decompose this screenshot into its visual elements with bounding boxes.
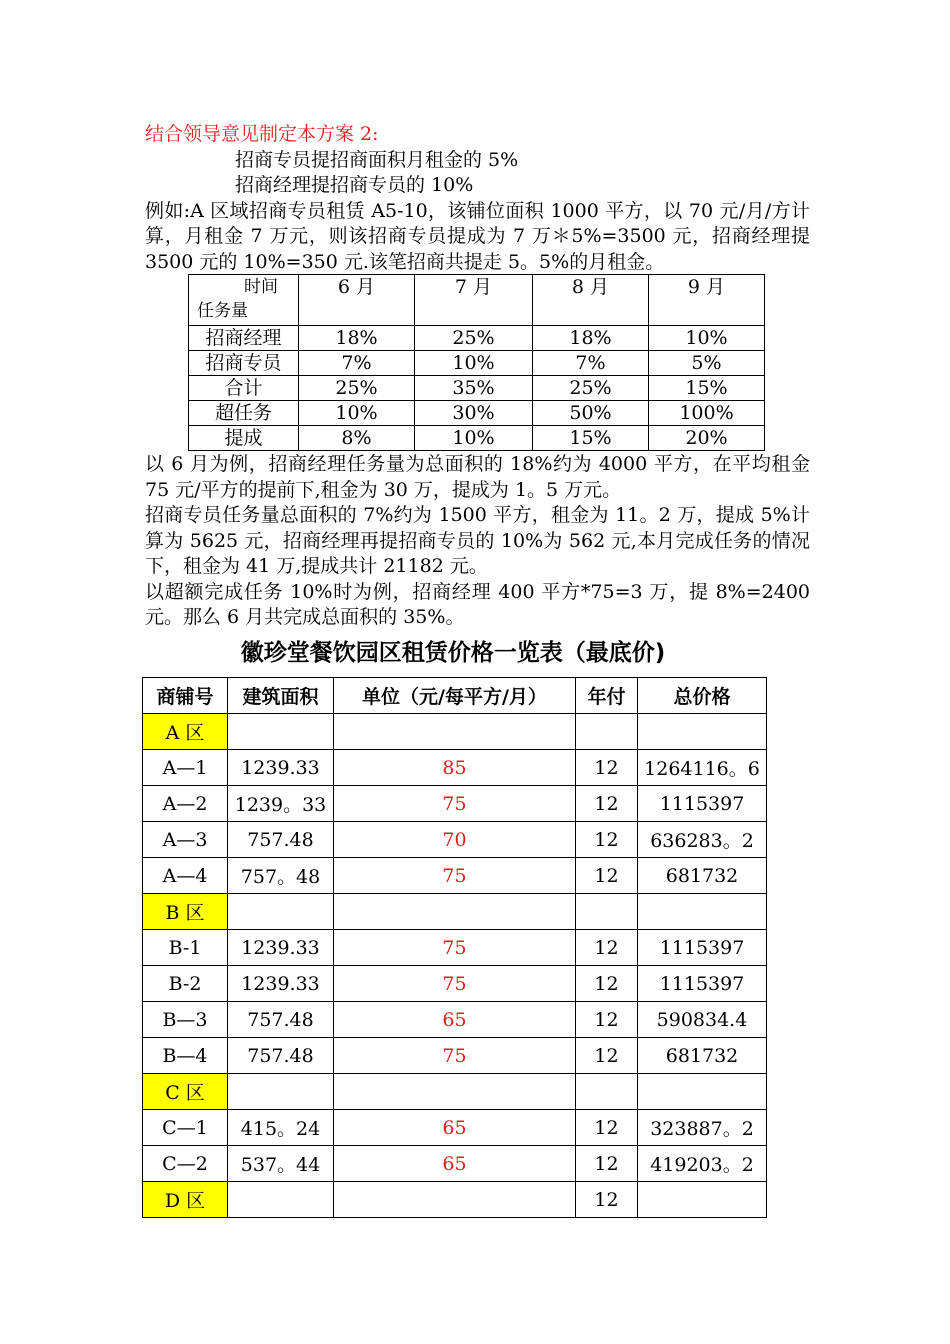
shop-id-cell: A 区 <box>143 714 228 750</box>
shop-id-cell: A—2 <box>143 786 228 822</box>
commission-value: 7% <box>299 351 415 376</box>
shop-id-cell: C—2 <box>143 1146 228 1182</box>
area-cell: 757.48 <box>228 822 334 858</box>
shop-id-cell: B-1 <box>143 930 228 966</box>
annual-cell: 12 <box>576 1002 638 1038</box>
total-price-cell <box>638 1074 767 1110</box>
row-label: 合计 <box>189 376 299 401</box>
area-cell: 1239.33 <box>228 966 334 1002</box>
commission-row <box>189 426 765 451</box>
rule-line-2: 招商经理提招商专员的 10% <box>235 174 474 196</box>
commission-value: 5% <box>649 351 765 376</box>
area-cell: 1239.33 <box>228 750 334 786</box>
column-header-total: 总价格 <box>638 678 767 714</box>
shop-id-cell: A—4 <box>143 858 228 894</box>
commission-value: 18% <box>299 326 415 351</box>
unit-price-cell <box>334 894 576 930</box>
total-price-cell <box>638 714 767 750</box>
annual-cell <box>576 714 638 750</box>
area-cell <box>228 1074 334 1110</box>
commission-value: 10% <box>415 426 533 451</box>
unit-price-cell <box>334 714 576 750</box>
column-header-shop: 商铺号 <box>143 678 228 714</box>
row-label: 超任务 <box>189 401 299 426</box>
commission-value: 25% <box>299 376 415 401</box>
example-paragraph: 例如:A 区域招商专员租赁 A5-10，该铺位面积 1000 平方，以 70 元/月/方计算，月租金 7 万元，则该招商专员提成为 7 万＊5%=3500 元，招商经理提 3500 元的 10%=350 元.该笔招商共提走 5。5%的月租金。 <box>145 199 810 273</box>
commission-value: 25% <box>415 326 533 351</box>
rule-line-1: 招商专员提招商面积月租金的 5% <box>235 148 519 171</box>
price-table <box>142 677 767 1218</box>
total-price-cell: 590834.4 <box>638 1002 767 1038</box>
commission-header-row <box>189 275 765 326</box>
unit-price-cell: 75 <box>334 1038 576 1074</box>
zone-row <box>143 714 767 750</box>
commission-row <box>189 376 765 401</box>
row-label: 提成 <box>189 426 299 451</box>
commission-value: 15% <box>649 376 765 401</box>
price-row <box>143 1038 767 1074</box>
commission-table <box>188 274 765 451</box>
price-row <box>143 1110 767 1146</box>
diagonal-header-cell <box>189 275 299 326</box>
commission-value: 50% <box>533 401 649 426</box>
total-price-cell: 419203。2 <box>638 1146 767 1182</box>
commission-value: 20% <box>649 426 765 451</box>
annual-cell: 12 <box>576 822 638 858</box>
total-price-cell: 1264116。6 <box>638 750 767 786</box>
commission-value: 30% <box>415 401 533 426</box>
shop-id-cell: C—1 <box>143 1110 228 1146</box>
unit-price-cell <box>334 1074 576 1110</box>
area-cell: 757。48 <box>228 858 334 894</box>
total-price-cell: 1115397 <box>638 786 767 822</box>
area-cell: 757.48 <box>228 1002 334 1038</box>
area-cell: 757.48 <box>228 1038 334 1074</box>
total-price-cell: 636283。2 <box>638 822 767 858</box>
unit-price-cell: 75 <box>334 786 576 822</box>
month-header: 6 月 <box>299 275 415 326</box>
annual-cell: 12 <box>576 858 638 894</box>
price-row <box>143 1002 767 1038</box>
shop-id-cell: D 区 <box>143 1182 228 1218</box>
shop-id-cell: A—1 <box>143 750 228 786</box>
price-row <box>143 930 767 966</box>
annual-cell: 12 <box>576 750 638 786</box>
annual-cell: 12 <box>576 1038 638 1074</box>
total-price-cell: 681732 <box>638 1038 767 1074</box>
price-row <box>143 786 767 822</box>
analysis-paragraph-3: 以超额完成任务 10%时为例，招商经理 400 平方*75=3 万，提 8%=2400 元。那么 6 月共完成总面积的 35%。 <box>145 580 810 628</box>
total-price-cell <box>638 1182 767 1218</box>
area-cell: 415。24 <box>228 1110 334 1146</box>
area-cell <box>228 1182 334 1218</box>
annual-cell: 12 <box>576 1110 638 1146</box>
shop-id-cell: B-2 <box>143 966 228 1002</box>
unit-price-cell: 65 <box>334 1002 576 1038</box>
commission-value: 10% <box>415 351 533 376</box>
shop-id-cell: B 区 <box>143 894 228 930</box>
total-price-cell <box>638 894 767 930</box>
column-header-annual: 年付 <box>576 678 638 714</box>
total-price-cell: 1115397 <box>638 966 767 1002</box>
area-cell <box>228 714 334 750</box>
unit-price-cell: 85 <box>334 750 576 786</box>
month-header: 8 月 <box>533 275 649 326</box>
area-cell: 1239。33 <box>228 786 334 822</box>
analysis-paragraph-1: 以 6 月为例，招商经理任务量为总面积的 18%约为 4000 平方，在平均租金 75 元/平方的提前下,租金为 30 万，提成为 1。5 万元。 <box>145 453 810 501</box>
column-header-unit: 单位（元/每平方/月） <box>334 678 576 714</box>
analysis-text <box>145 452 810 631</box>
month-header: 7 月 <box>415 275 533 326</box>
price-header-row <box>143 678 767 714</box>
commission-row <box>189 401 765 426</box>
price-row <box>143 1146 767 1182</box>
header-task: 任务量 <box>197 301 248 321</box>
document-body <box>145 122 810 275</box>
price-table-title: 徽珍堂餐饮园区租赁价格一览表（最底价) <box>240 640 666 666</box>
zone-row <box>143 894 767 930</box>
zone-row <box>143 1074 767 1110</box>
annual-cell <box>576 1074 638 1110</box>
price-row <box>143 858 767 894</box>
commission-value: 15% <box>533 426 649 451</box>
annual-cell <box>576 894 638 930</box>
commission-row <box>189 351 765 376</box>
unit-price-cell: 75 <box>334 966 576 1002</box>
month-header: 9 月 <box>649 275 765 326</box>
price-row <box>143 822 767 858</box>
commission-value: 100% <box>649 401 765 426</box>
annual-cell: 12 <box>576 966 638 1002</box>
zone-row <box>143 1182 767 1218</box>
commission-value: 18% <box>533 326 649 351</box>
annual-cell: 12 <box>576 1146 638 1182</box>
commission-value: 25% <box>533 376 649 401</box>
analysis-paragraph-2: 招商专员任务量总面积的 7%约为 1500 平方，租金为 11。2 万，提成 5%计算为 5625 元，招商经理再提招商专员的 10%为 562 元,本月完成任务的情况下，租金为 41 万,提成共计 21182 元。 <box>145 504 810 577</box>
total-price-cell: 1115397 <box>638 930 767 966</box>
header-time: 时间 <box>244 277 278 297</box>
unit-price-cell: 65 <box>334 1146 576 1182</box>
shop-id-cell: C 区 <box>143 1074 228 1110</box>
commission-value: 35% <box>415 376 533 401</box>
total-price-cell: 681732 <box>638 858 767 894</box>
unit-price-cell: 65 <box>334 1110 576 1146</box>
unit-price-cell: 75 <box>334 858 576 894</box>
annual-cell: 12 <box>576 786 638 822</box>
commission-row <box>189 326 765 351</box>
shop-id-cell: B—3 <box>143 1002 228 1038</box>
annual-cell: 12 <box>576 930 638 966</box>
area-cell <box>228 894 334 930</box>
commission-value: 10% <box>299 401 415 426</box>
area-cell: 537。44 <box>228 1146 334 1182</box>
total-price-cell: 323887。2 <box>638 1110 767 1146</box>
commission-value: 10% <box>649 326 765 351</box>
price-row <box>143 966 767 1002</box>
commission-value: 7% <box>533 351 649 376</box>
row-label: 招商经理 <box>189 326 299 351</box>
unit-price-cell: 70 <box>334 822 576 858</box>
shop-id-cell: A—3 <box>143 822 228 858</box>
annual-cell: 12 <box>576 1182 638 1218</box>
unit-price-cell: 75 <box>334 930 576 966</box>
shop-id-cell: B—4 <box>143 1038 228 1074</box>
unit-price-cell <box>334 1182 576 1218</box>
column-header-area: 建筑面积 <box>228 678 334 714</box>
area-cell: 1239.33 <box>228 930 334 966</box>
row-label: 招商专员 <box>189 351 299 376</box>
commission-value: 8% <box>299 426 415 451</box>
plan-heading: 结合领导意见制定本方案 2: <box>145 123 379 145</box>
price-row <box>143 750 767 786</box>
